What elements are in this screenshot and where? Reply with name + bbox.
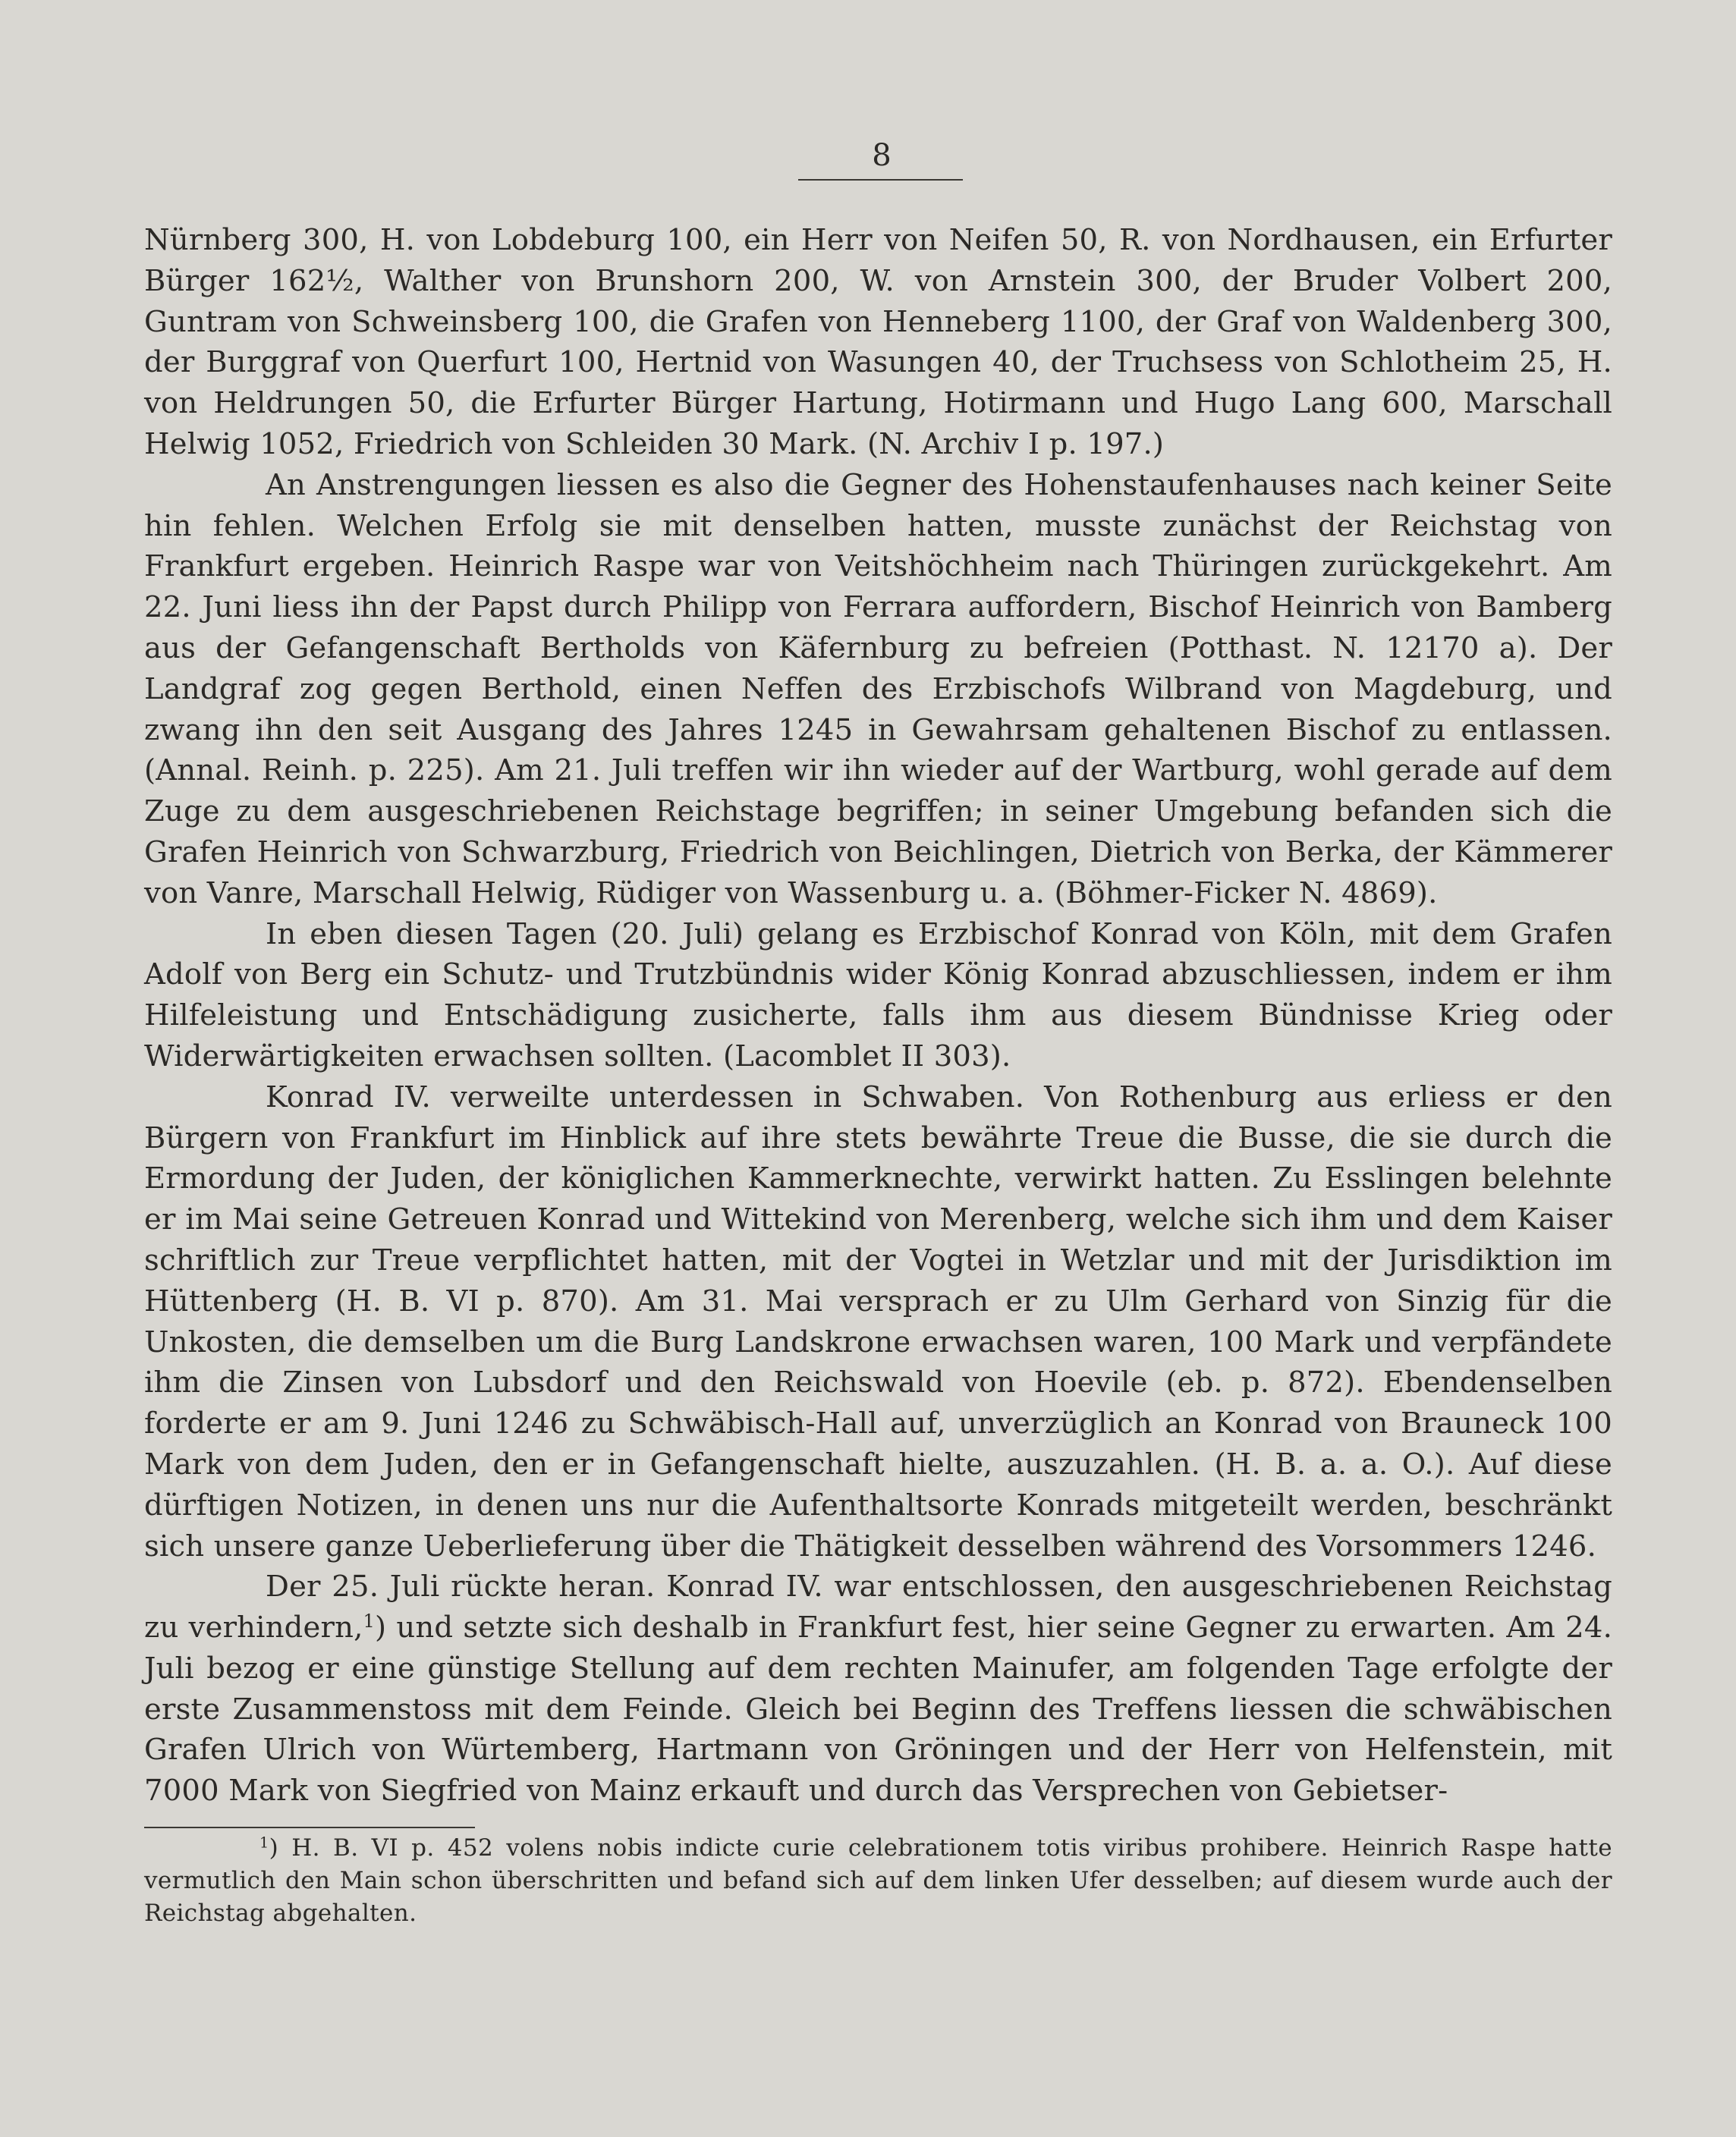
footnote-text: ) H. B. VI p. 452 volens nobis indicte curie celebrationem totis viribus prohibere. Heinrich Raspe hatte vermutlich den Main schon überschritten und befand sich auf dem linken Ufer desselben; auf diesem wurde auch der Reichstag abgehalten. xyxy=(144,1834,1612,1927)
footnote xyxy=(144,1832,1612,1930)
paragraph-2: An Anstrengungen liessen es also die Gegner des Hohenstaufenhauses nach keiner Seite hin fehlen. Welchen Erfolg sie mit denselben hatten, musste zunächst der Reichstag von Frankfurt ergeben. Heinrich Raspe war von Veitshöchheim nach Thüringen zurückgekehrt. Am 22. Juni liess ihn der Papst durch Philipp von Ferrara auffordern, Bischof Heinrich von Bamberg aus der Gefangenschaft Bertholds von Käfernburg zu befreien (Potthast. N. 12170 a). Der Landgraf zog gegen Berthold, einen Neffen des Erzbischofs Wilbrand von Magdeburg, und zwang ihn den seit Ausgang des Jahres 1245 in Gewahrsam gehaltenen Bischof zu entlassen. (Annal. Reinh. p. 225). Am 21. Juli treffen wir ihn wieder auf der Wartburg, wohl gerade auf dem Zuge zu dem ausgeschriebenen Reichstage begriffen; in seiner Umgebung befanden sich die Grafen Heinrich von Schwarzburg, Friedrich von Beichlingen, Dietrich von Berka, der Kämmerer von Vanre, Marschall Helwig, Rüdiger von Wassenburg u. a. (Böhmer-Ficker N. 4869). xyxy=(144,467,1612,910)
paragraph-5-end: ) und setzte sich deshalb in Frankfurt fest, hier seine Gegner zu erwarten. Am 24. Juli bezog er eine günstige Stellung auf dem rechten Mainufer, am folgenden Tage erfolgte der erste Zusammenstoss mit dem Feinde. Gleich bei Beginn des Treffens liessen die schwäbischen Grafen Ulrich von Würtemberg, Hartmann von Gröningen und der Herr von Helfenstein, mit 7000 Mark von Siegfried von Mainz erkauft und durch das Versprechen von Gebietser- xyxy=(144,1611,1613,1809)
header-rule xyxy=(798,179,963,181)
paragraph-4: Konrad IV. verweilte unterdessen in Schwaben. Von Rothenburg aus erliess er den Bürgern von Frankfurt im Hinblick auf ihre stets bewährte Treue die Busse, die sie durch die Ermordung der Juden, der königlichen Kammerknechte, verwirkt hatten. Zu Esslingen belehnte er im Mai seine Getreuen Konrad und Wittekind von Merenberg, welche sich ihm und dem Kaiser schriftlich zur Treue verpflichtet hatten, mit der Vogtei in Wetzlar und mit der Jurisdiktion im Hüttenberg (H. B. VI p. 870). Am 31. Mai versprach er zu Ulm Gerhard von Sinzig für die Unkosten, die demselben um die Burg Landskrone erwachsen waren, 100 Mark und verpfändete ihm die Zinsen von Lubsdorf und den Reichswald von Hoevile (eb. p. 872). Ebendenselben forderte er am 9. Juni 1246 zu Schwäbisch-Hall auf, unverzüglich an Konrad von Brauneck 100 Mark von dem Juden, den er in Gefangenschaft hielte, auszuzahlen. (H. B. a. a. O.). Auf diese dürftigen Notizen, in denen uns nur die Aufenthaltsorte Konrads mitgeteilt werden, beschränkt sich unsere ganze Ueberlieferung über die Thätigkeit desselben während des Vorsommers 1246. xyxy=(144,1079,1612,1563)
footnote-mark: 1 xyxy=(259,1834,269,1852)
footnote-reference: 1 xyxy=(363,1610,375,1632)
paragraph-5 xyxy=(144,1567,1612,1812)
page-number: 8 xyxy=(872,138,892,173)
footnote-rule xyxy=(144,1827,475,1828)
paragraph-5-start: Der 25. Juli rückte heran. Konrad IV. war entschlossen, den ausgeschriebenen Reichstag zu verhindern, xyxy=(144,1570,1612,1645)
main-text xyxy=(144,220,1612,1812)
paragraph-1: Nürnberg 300, H. von Lobdeburg 100, ein Herr von Neifen 50, R. von Nordhausen, ein Erfurter Bürger 162½, Walther von Brunshorn 200, W. von Arnstein 300, der Bruder Volbert 200, Guntram von Schweinsberg 100, die Grafen von Henneberg 1100, der Graf von Waldenberg 300, der Burggraf von Querfurt 100, Hertnid von Wasungen 40, der Truchsess von Schlotheim 25, H. von Heldrungen 50, die Erfurter Bürger Hartung, Hotirmann und Hugo Lang 600, Marschall Helwig 1052, Friedrich von Schleiden 30 Mark. (N. Archiv I p. 197.) xyxy=(144,223,1612,461)
paragraph-3: In eben diesen Tagen (20. Juli) gelang es Erzbischof Konrad von Köln, mit dem Grafen Adolf von Berg ein Schutz- und Trutzbündnis wider König Konrad abzuschliessen, indem er ihm Hilfeleistung und Entschädigung zusicherte, falls ihm aus diesem Bündnisse Krieg oder Widerwärtigkeiten erwachsen sollten. (Lacomblet II 303). xyxy=(144,916,1612,1073)
